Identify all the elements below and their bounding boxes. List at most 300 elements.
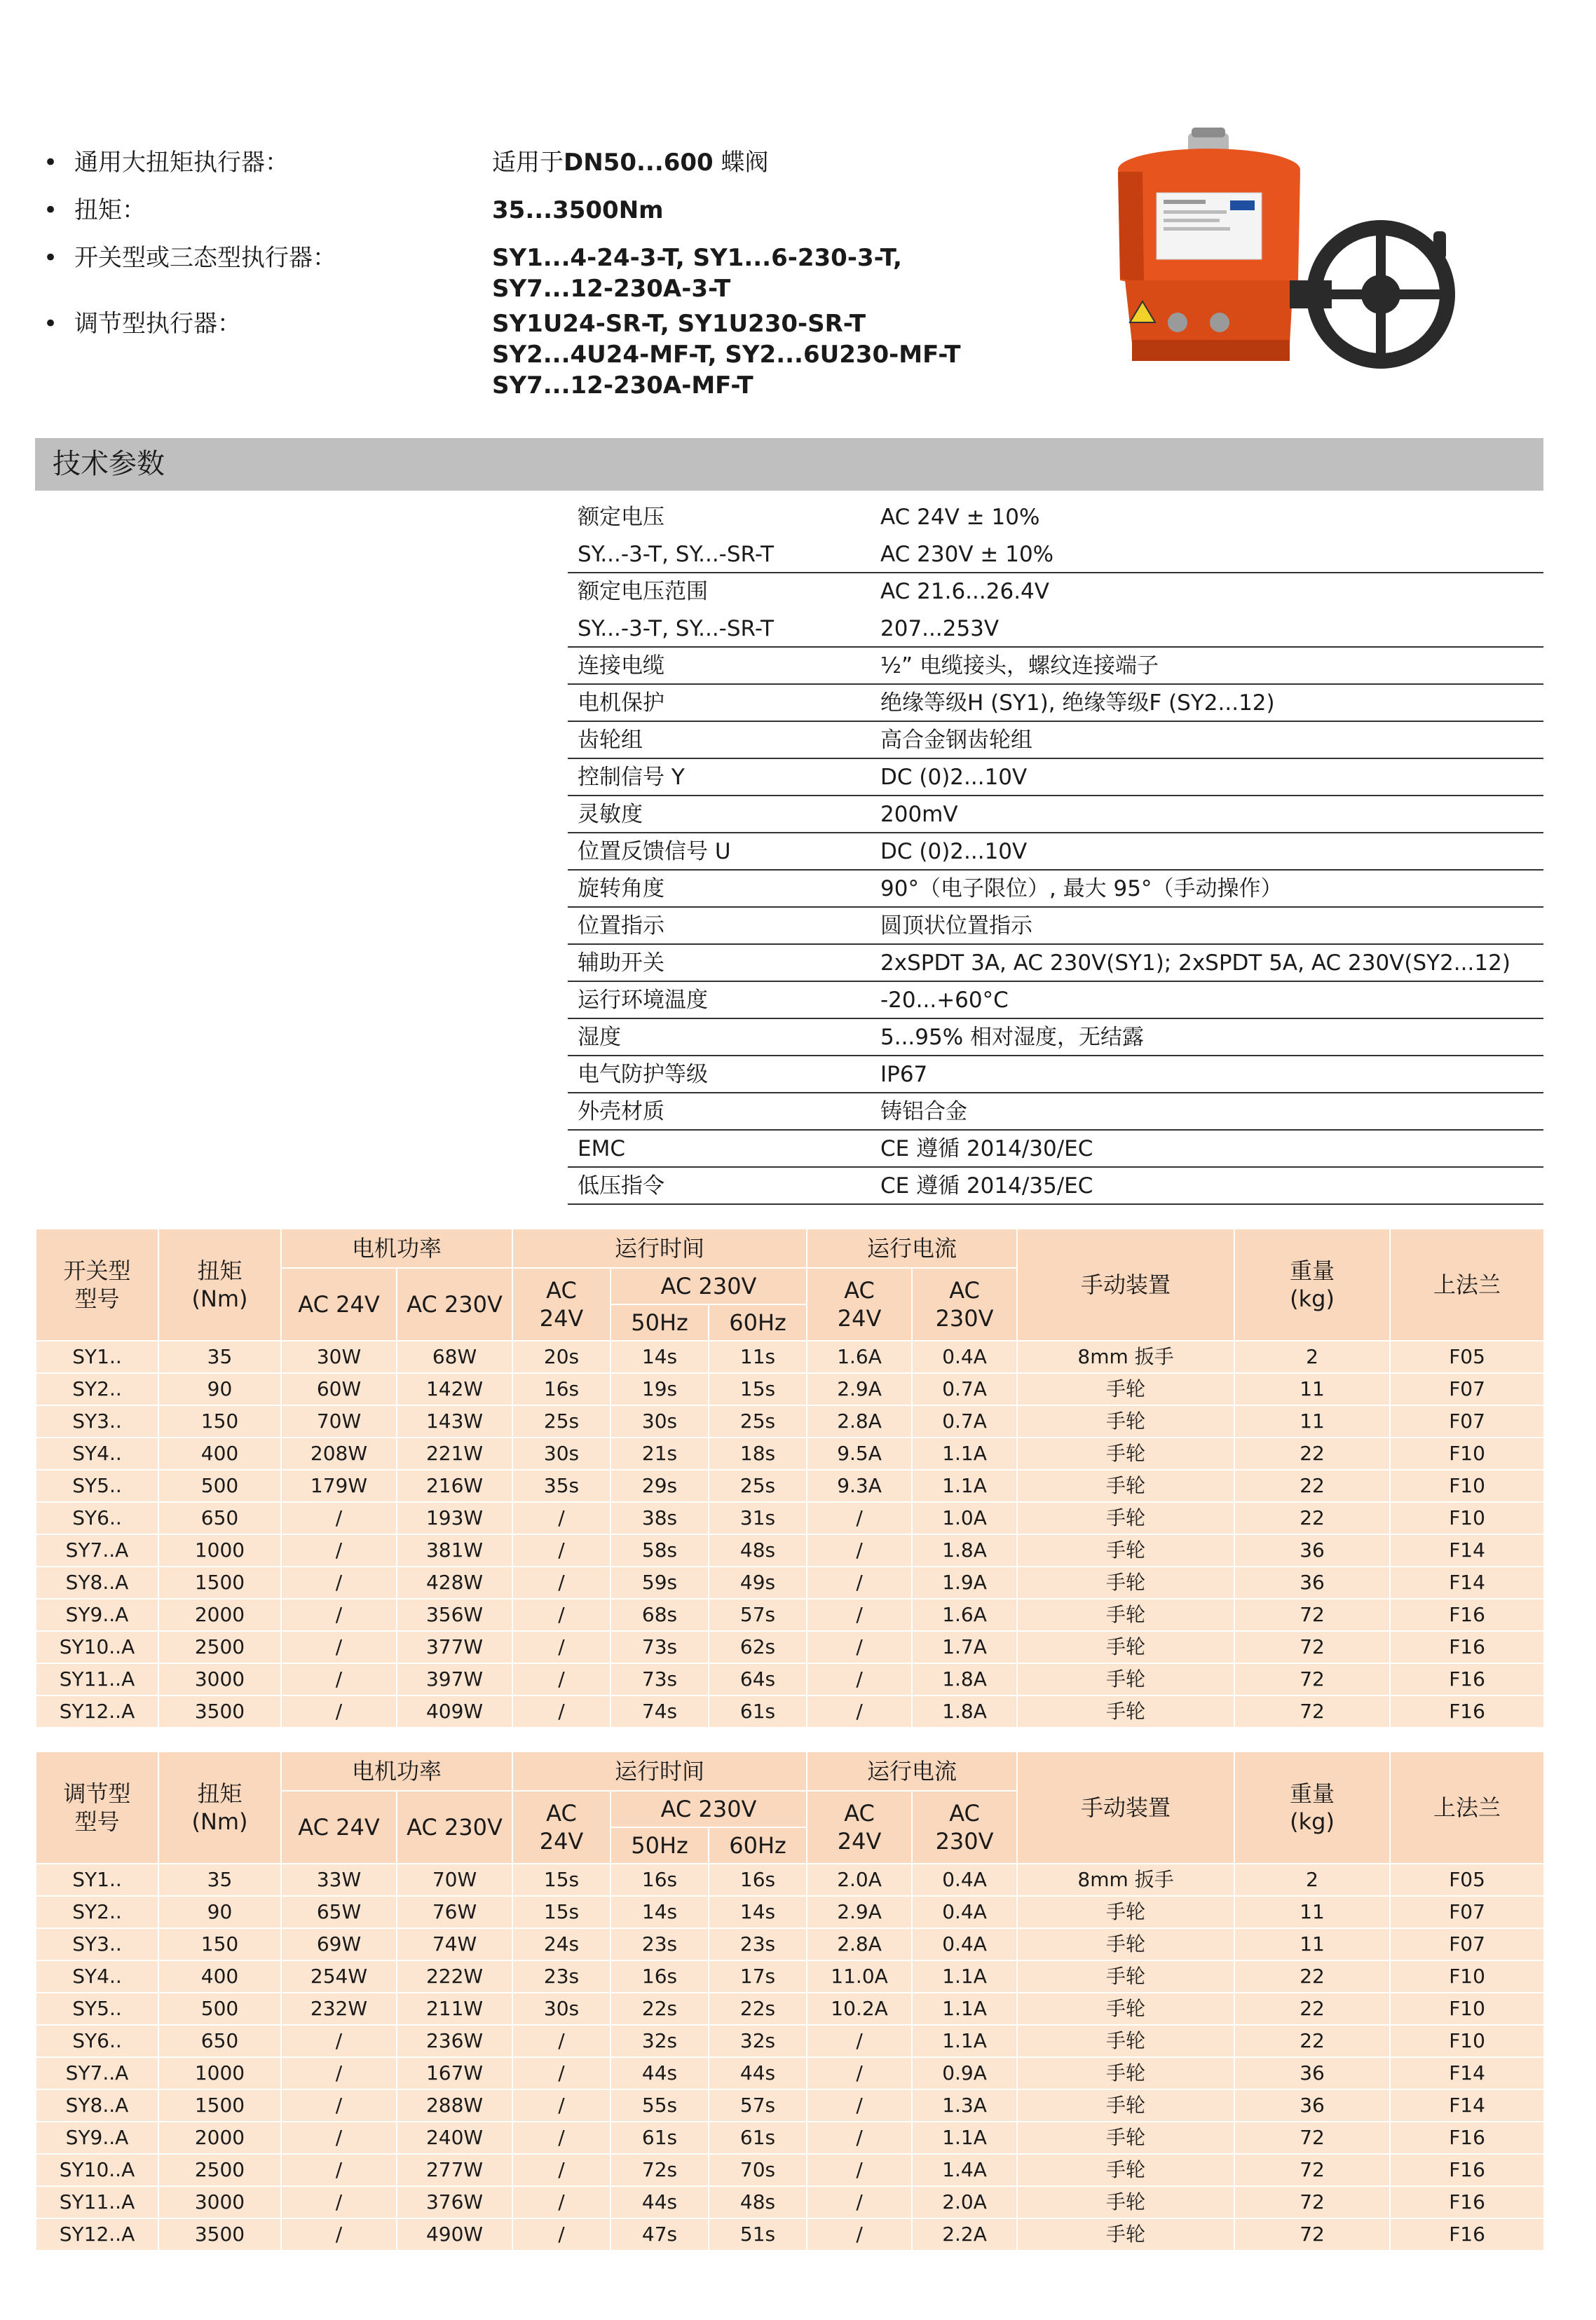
col-flange: 上法兰	[1390, 1752, 1544, 1864]
table-cell: 23s	[512, 1960, 611, 1993]
spec-key: 额定电压范围	[578, 579, 708, 604]
table-cell: 490W	[397, 2218, 512, 2251]
table-cell: /	[807, 2057, 912, 2089]
table-cell: /	[512, 2218, 611, 2251]
table-cell: 32s	[611, 2025, 709, 2057]
table-cell: 1.3A	[912, 2089, 1017, 2122]
table-cell: 11s	[709, 1341, 807, 1373]
table-cell: 72	[1234, 2186, 1390, 2218]
table-cell: 61s	[709, 1695, 807, 1728]
table-cell: F14	[1390, 1534, 1544, 1567]
table-cell: 8mm 扳手	[1017, 1341, 1234, 1373]
table-cell: 16s	[709, 1864, 807, 1896]
table-cell: 150	[158, 1405, 281, 1438]
table-cell: /	[281, 2025, 397, 2057]
table-cell: /	[807, 1663, 912, 1695]
table-cell: 221W	[397, 1438, 512, 1470]
feature-label: 通用大扭矩执行器：	[74, 149, 289, 177]
spec-row	[568, 759, 1543, 796]
table-cell: SY1..	[36, 1864, 158, 1896]
col-time-50hz: 50Hz	[611, 1827, 709, 1864]
table-cell: /	[807, 2186, 912, 2218]
table-cell: 22	[1234, 1470, 1390, 1502]
table-row	[36, 1567, 1544, 1599]
table-cell: 1000	[158, 2057, 281, 2089]
table-cell: 381W	[397, 1534, 512, 1567]
col-manual: 手动装置	[1017, 1229, 1234, 1341]
table-cell: 22	[1234, 1502, 1390, 1534]
table-cell: 90	[158, 1373, 281, 1405]
table-cell: SY12..A	[36, 1695, 158, 1728]
table-cell: 14s	[611, 1341, 709, 1373]
spec-value: -20...+60°C	[880, 988, 1009, 1013]
table-cell: 手轮	[1017, 2089, 1234, 2122]
table-cell: 232W	[281, 1993, 397, 2025]
table-cell: SY5..	[36, 1993, 158, 2025]
spec-row	[568, 573, 1543, 610]
table-cell: 3500	[158, 2218, 281, 2251]
table-cell: 222W	[397, 1960, 512, 1993]
table-cell: 手轮	[1017, 2186, 1234, 2218]
table-cell: /	[807, 1599, 912, 1631]
table-cell: /	[512, 2122, 611, 2154]
table-cell: 手轮	[1017, 1663, 1234, 1695]
spec-key: 湿度	[578, 1025, 621, 1050]
table-cell: 69W	[281, 1928, 397, 1960]
table-cell: 22s	[709, 1993, 807, 2025]
table-row	[36, 2186, 1544, 2218]
spec-key: EMC	[578, 1136, 625, 1161]
table-cell: F14	[1390, 2089, 1544, 2122]
table-cell: 1.6A	[807, 1341, 912, 1373]
table-cell: 18s	[709, 1438, 807, 1470]
table-row	[36, 2025, 1544, 2057]
table-cell: 1.1A	[912, 1960, 1017, 1993]
table-cell: 19s	[611, 1373, 709, 1405]
spec-key: 齿轮组	[578, 728, 643, 753]
table-cell: 手轮	[1017, 1438, 1234, 1470]
table-row	[36, 1470, 1544, 1502]
col-motor-power: 电机功率	[281, 1229, 512, 1268]
spec-key: 控制信号 Y	[578, 765, 685, 790]
table-cell: /	[281, 1663, 397, 1695]
brand-logo	[1230, 200, 1255, 210]
table-row	[36, 1631, 1544, 1663]
feature-label: 开关型或三态型执行器：	[74, 244, 336, 272]
table-cell: 65W	[281, 1896, 397, 1928]
table-cell: 650	[158, 1502, 281, 1534]
table-cell: 2.8A	[807, 1405, 912, 1438]
table-cell: 167W	[397, 2057, 512, 2089]
table-cell: SY6..	[36, 1502, 158, 1534]
table-cell: 1.8A	[912, 1663, 1017, 1695]
table-cell: 24s	[512, 1928, 611, 1960]
table-cell: 38s	[611, 1502, 709, 1534]
table-cell: 2.8A	[807, 1928, 912, 1960]
col-power-ac24v: AC 24V	[281, 1791, 397, 1864]
table-cell: 11	[1234, 1405, 1390, 1438]
table-cell: 48s	[709, 1534, 807, 1567]
spec-row	[568, 1019, 1543, 1056]
table-cell: SY8..A	[36, 2089, 158, 2122]
spec-value: CE 遵循 2014/35/EC	[880, 1173, 1093, 1199]
table-cell: 22	[1234, 1993, 1390, 2025]
col-current-ac230v: AC 230V	[912, 1268, 1017, 1341]
table-cell: 36	[1234, 1567, 1390, 1599]
spec-key: 低压指令	[578, 1173, 664, 1199]
table-cell: 手轮	[1017, 1896, 1234, 1928]
col-torque: 扭矩 (Nm)	[158, 1752, 281, 1864]
table-cell: 22	[1234, 1960, 1390, 1993]
bullet-icon: •	[43, 149, 58, 177]
table-cell: /	[807, 2218, 912, 2251]
table-row	[36, 1502, 1544, 1534]
table-cell: 400	[158, 1438, 281, 1470]
table-cell: F10	[1390, 1960, 1544, 1993]
table-cell: SY11..A	[36, 2186, 158, 2218]
table-cell: 61s	[611, 2122, 709, 2154]
table-cell: 9.5A	[807, 1438, 912, 1470]
col-current-ac230v: AC 230V	[912, 1791, 1017, 1864]
table-cell: 70W	[397, 1864, 512, 1896]
table-cell: /	[807, 1534, 912, 1567]
table-cell: SY2..	[36, 1896, 158, 1928]
table-cell: 70s	[709, 2154, 807, 2186]
table-cell: /	[512, 2154, 611, 2186]
spec-row	[568, 1131, 1543, 1168]
spec-value: DC (0)2...10V	[880, 765, 1028, 790]
spec-value: 90°（电子限位）, 最大 95°（手动操作）	[880, 876, 1283, 901]
table-cell: F14	[1390, 1567, 1544, 1599]
spec-key: 运行环境温度	[578, 988, 708, 1013]
spec-key: 旋转角度	[578, 876, 664, 901]
col-torque: 扭矩 (Nm)	[158, 1229, 281, 1341]
table-cell: 1.7A	[912, 1631, 1017, 1663]
spec-row	[568, 536, 1543, 573]
table-cell: SY9..A	[36, 2122, 158, 2154]
feature-value: SY1...4-24-3-T, SY1...6-230-3-T, SY7...12-230A-3-T	[492, 244, 902, 303]
table-cell: SY1..	[36, 1341, 158, 1373]
table-cell: 288W	[397, 2089, 512, 2122]
table-cell: 3500	[158, 1695, 281, 1728]
table-cell: F05	[1390, 1341, 1544, 1373]
table-cell: 76W	[397, 1896, 512, 1928]
table-cell: 73s	[611, 1631, 709, 1663]
table-cell: F16	[1390, 2122, 1544, 2154]
table-cell: 33W	[281, 1864, 397, 1896]
table-cell: 61s	[709, 2122, 807, 2154]
spec-row	[568, 1093, 1543, 1131]
table-cell: 35s	[512, 1470, 611, 1502]
table-cell: F07	[1390, 1928, 1544, 1960]
section-header-tech-params	[35, 438, 1543, 491]
table-row	[36, 2057, 1544, 2089]
actuator-base	[1125, 280, 1293, 343]
feature-value: 35...3500Nm	[492, 196, 664, 224]
spec-row	[568, 871, 1543, 908]
col-run-time: 运行时间	[512, 1752, 807, 1791]
spec-row	[568, 833, 1543, 871]
table-cell: 手轮	[1017, 2025, 1234, 2057]
table-cell: 2.0A	[912, 2186, 1017, 2218]
table-cell: 0.4A	[912, 1864, 1017, 1896]
table-cell: 25s	[512, 1405, 611, 1438]
table-cell: /	[281, 2089, 397, 2122]
table-cell: /	[512, 1599, 611, 1631]
table-cell: /	[512, 2025, 611, 2057]
table-cell: 62s	[709, 1631, 807, 1663]
spec-value: AC 24V ± 10%	[880, 505, 1040, 530]
table-cell: 0.7A	[912, 1405, 1017, 1438]
table-cell: F16	[1390, 2186, 1544, 2218]
table-cell: 74W	[397, 1928, 512, 1960]
table-cell: 手轮	[1017, 1470, 1234, 1502]
table-cell: 8mm 扳手	[1017, 1864, 1234, 1896]
table-cell: F05	[1390, 1864, 1544, 1896]
spec-row	[568, 685, 1543, 722]
col-time-50hz: 50Hz	[611, 1304, 709, 1341]
table-cell: /	[281, 1599, 397, 1631]
table-row	[36, 1534, 1544, 1567]
table-cell: /	[281, 2218, 397, 2251]
table-cell: /	[807, 1631, 912, 1663]
col-power-ac230v: AC 230V	[397, 1268, 512, 1341]
spec-row	[568, 722, 1543, 759]
table-cell: /	[281, 1695, 397, 1728]
table-cell: 0.7A	[912, 1373, 1017, 1405]
table-cell: /	[807, 1695, 912, 1728]
table-cell: 216W	[397, 1470, 512, 1502]
table-cell: 376W	[397, 2186, 512, 2218]
table-cell: 1.8A	[912, 1534, 1017, 1567]
table-cell: F10	[1390, 1470, 1544, 1502]
table-cell: 17s	[709, 1960, 807, 1993]
table-cell: 0.4A	[912, 1341, 1017, 1373]
spec-key: SY...-3-T, SY...-SR-T	[578, 542, 775, 567]
table-cell: SY3..	[36, 1928, 158, 1960]
table-cell: 手轮	[1017, 1599, 1234, 1631]
table-row	[36, 2154, 1544, 2186]
table-cell: 11	[1234, 1373, 1390, 1405]
table-cell: F10	[1390, 1438, 1544, 1470]
table-cell: 2500	[158, 1631, 281, 1663]
table-cell: 15s	[512, 1896, 611, 1928]
spec-value: 2xSPDT 3A, AC 230V(SY1); 2xSPDT 5A, AC 230V(SY2...12)	[880, 950, 1510, 976]
table-cell: SY10..A	[36, 1631, 158, 1663]
table-cell: 72	[1234, 1599, 1390, 1631]
table-cell: 36	[1234, 2089, 1390, 2122]
table-row	[36, 1993, 1544, 2025]
table-cell: 16s	[512, 1373, 611, 1405]
table-cell: SY7..A	[36, 2057, 158, 2089]
table-cell: SY2..	[36, 1373, 158, 1405]
table-cell: F14	[1390, 2057, 1544, 2089]
table-cell: 14s	[611, 1896, 709, 1928]
spec-value: 200mV	[880, 802, 958, 827]
table-cell: 1000	[158, 1534, 281, 1567]
table-cell: SY5..	[36, 1470, 158, 1502]
cable-gland	[1210, 313, 1229, 332]
table-cell: 2	[1234, 1864, 1390, 1896]
table-cell: 9.3A	[807, 1470, 912, 1502]
table-cell: 手轮	[1017, 1567, 1234, 1599]
table-cell: 35	[158, 1341, 281, 1373]
spec-value: 绝缘等级H (SY1), 绝缘等级F (SY2...12)	[880, 690, 1275, 716]
table-cell: 72	[1234, 1663, 1390, 1695]
tech-spec-list	[568, 499, 1543, 1205]
table-cell: F16	[1390, 1695, 1544, 1728]
table-cell: F07	[1390, 1405, 1544, 1438]
spec-row	[568, 648, 1543, 685]
table-cell: 47s	[611, 2218, 709, 2251]
spec-row	[568, 982, 1543, 1019]
table-cell: 2000	[158, 2122, 281, 2154]
table-cell: 23s	[611, 1928, 709, 1960]
table-cell: 72	[1234, 2122, 1390, 2154]
table-row	[36, 1960, 1544, 1993]
table-cell: 15s	[709, 1373, 807, 1405]
table-cell: 51s	[709, 2218, 807, 2251]
table-cell: /	[281, 1631, 397, 1663]
table-cell: 36	[1234, 2057, 1390, 2089]
col-type: 调节型 型号	[36, 1752, 158, 1864]
table-cell: 400	[158, 1960, 281, 1993]
table-cell: 手轮	[1017, 2057, 1234, 2089]
table-cell: F16	[1390, 2154, 1544, 2186]
table-cell: /	[512, 1502, 611, 1534]
table-cell: 150	[158, 1928, 281, 1960]
table-cell: 0.4A	[912, 1896, 1017, 1928]
col-time-ac24v: AC 24V	[512, 1791, 611, 1864]
table-row	[36, 1864, 1544, 1896]
table-cell: 377W	[397, 1631, 512, 1663]
table-cell: 1.0A	[912, 1502, 1017, 1534]
table-cell: 68s	[611, 1599, 709, 1631]
table-cell: SY3..	[36, 1405, 158, 1438]
table-cell: /	[512, 1663, 611, 1695]
table-cell: 397W	[397, 1663, 512, 1695]
handwheel	[1290, 228, 1447, 361]
table-row	[36, 2089, 1544, 2122]
table-cell: 143W	[397, 1405, 512, 1438]
spec-value: ½” 电缆接头，螺纹连接端子	[880, 653, 1159, 678]
table-cell: SY8..A	[36, 1567, 158, 1599]
feature-label: 调节型执行器：	[74, 310, 241, 338]
table-cell: 11.0A	[807, 1960, 912, 1993]
table-cell: 64s	[709, 1663, 807, 1695]
table-cell: 179W	[281, 1470, 397, 1502]
spec-row	[568, 945, 1543, 982]
table-cell: 72	[1234, 1631, 1390, 1663]
table-cell: 1.1A	[912, 2122, 1017, 2154]
spec-row	[568, 610, 1543, 648]
spec-row	[568, 908, 1543, 945]
table-cell: 0.4A	[912, 1928, 1017, 1960]
table-cell: 74s	[611, 1695, 709, 1728]
table-cell: /	[807, 1502, 912, 1534]
table-cell: 31s	[709, 1502, 807, 1534]
table-cell: 72	[1234, 2218, 1390, 2251]
table-row	[36, 1695, 1544, 1728]
table-cell: 22s	[611, 1993, 709, 2025]
col-current-ac24v: AC 24V	[807, 1791, 912, 1864]
table-cell: 2.9A	[807, 1373, 912, 1405]
cable-gland	[1168, 313, 1187, 332]
table-cell: 1.4A	[912, 2154, 1017, 2186]
table-cell: 193W	[397, 1502, 512, 1534]
table-cell: 236W	[397, 2025, 512, 2057]
table-cell: 16s	[611, 1864, 709, 1896]
table-cell: 手轮	[1017, 1405, 1234, 1438]
table-cell: 23s	[709, 1928, 807, 1960]
table-cell: 手轮	[1017, 1373, 1234, 1405]
table-row	[36, 2122, 1544, 2154]
table-cell: 22	[1234, 2025, 1390, 2057]
table-cell: F16	[1390, 2218, 1544, 2251]
table-cell: F16	[1390, 1663, 1544, 1695]
table-cell: 1.1A	[912, 2025, 1017, 2057]
table-cell: SY4..	[36, 1438, 158, 1470]
table-row	[36, 1896, 1544, 1928]
table-cell: 29s	[611, 1470, 709, 1502]
table-cell: 16s	[611, 1960, 709, 1993]
table-cell: 44s	[611, 2057, 709, 2089]
col-time-60hz: 60Hz	[709, 1827, 807, 1864]
table-cell: F07	[1390, 1896, 1544, 1928]
table-cell: /	[512, 1534, 611, 1567]
table-cell: /	[807, 2025, 912, 2057]
table-cell: 手轮	[1017, 1631, 1234, 1663]
table-cell: 20s	[512, 1341, 611, 1373]
table-cell: 48s	[709, 2186, 807, 2218]
table-cell: 70W	[281, 1405, 397, 1438]
table-row	[36, 1928, 1544, 1960]
table-cell: 650	[158, 2025, 281, 2057]
table-cell: /	[807, 2089, 912, 2122]
table-cell: 142W	[397, 1373, 512, 1405]
table-cell: 409W	[397, 1695, 512, 1728]
table-cell: /	[512, 1567, 611, 1599]
table-cell: 2000	[158, 1599, 281, 1631]
table-cell: /	[281, 2122, 397, 2154]
spec-key: 辅助开关	[578, 950, 664, 976]
table-cell: /	[512, 2057, 611, 2089]
spec-value: 207...253V	[880, 616, 1000, 641]
table-cell: 30s	[611, 1405, 709, 1438]
table-cell: 手轮	[1017, 1695, 1234, 1728]
spec-key: 连接电缆	[578, 653, 664, 678]
table-cell: 73s	[611, 1663, 709, 1695]
table-cell: 手轮	[1017, 1928, 1234, 1960]
table-cell: 68W	[397, 1341, 512, 1373]
table-cell: F10	[1390, 1993, 1544, 2025]
table-cell: 3000	[158, 2186, 281, 2218]
product-image	[1114, 112, 1479, 414]
table-cell: /	[807, 1567, 912, 1599]
table-cell: 14s	[709, 1896, 807, 1928]
table-cell: 手轮	[1017, 2122, 1234, 2154]
spec-key: SY...-3-T, SY...-SR-T	[578, 616, 775, 641]
table-cell: 30s	[512, 1993, 611, 2025]
table-cell: 10.2A	[807, 1993, 912, 2025]
table-cell: 500	[158, 1993, 281, 2025]
table-cell: 30W	[281, 1341, 397, 1373]
bullet-icon: •	[43, 310, 58, 338]
table-cell: SY6..	[36, 2025, 158, 2057]
spec-value: IP67	[880, 1062, 928, 1087]
table-cell: F16	[1390, 1631, 1544, 1663]
col-run-current: 运行电流	[807, 1229, 1017, 1268]
